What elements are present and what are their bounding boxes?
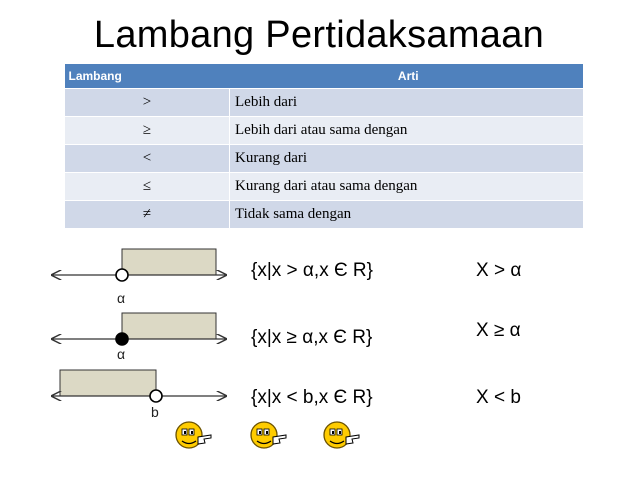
open-point — [150, 390, 162, 402]
column-header-symbol: Lambang — [65, 64, 230, 89]
number-line-greater-equal — [52, 313, 226, 345]
inequality-short: X > α — [476, 260, 522, 281]
shaded-region — [122, 313, 216, 339]
pointing-hand-emoji-icon — [249, 420, 289, 452]
open-point — [116, 269, 128, 281]
symbol-cell: > — [65, 89, 230, 117]
page-title: Lambang Pertidaksamaan — [93, 14, 545, 56]
meaning-cell: Lebih dari — [230, 89, 584, 117]
inequality-short: X ≥ α — [476, 320, 521, 341]
set-notation: {x|x > α,x Є R} — [251, 260, 373, 281]
pointing-hand-emoji-icon — [322, 420, 362, 452]
inequality-short: X < b — [476, 387, 521, 408]
pointing-hand-emoji-icon — [174, 420, 214, 452]
symbol-cell: ≤ — [65, 173, 230, 201]
marker-label: b — [151, 404, 159, 420]
meaning-cell: Kurang dari atau sama dengan — [230, 173, 584, 201]
set-notation: {x|x ≥ α,x Є R} — [251, 327, 373, 348]
marker-label: α — [117, 346, 126, 362]
symbol-cell: < — [65, 145, 230, 173]
set-notation: {x|x < b,x Є R} — [251, 387, 373, 408]
closed-point — [116, 333, 128, 345]
symbol-cell: ≥ — [65, 117, 230, 145]
column-header-meaning: Arti — [230, 64, 584, 89]
shaded-region — [122, 249, 216, 275]
number-line-greater-than — [52, 249, 226, 281]
meaning-cell: Lebih dari atau sama dengan — [230, 117, 584, 145]
symbol-cell: ≠ — [65, 201, 230, 229]
number-line-less-than — [52, 370, 226, 402]
shaded-region — [60, 370, 156, 396]
marker-label: α — [117, 290, 126, 306]
meaning-cell: Tidak sama dengan — [230, 201, 584, 229]
meaning-cell: Kurang dari — [230, 145, 584, 173]
